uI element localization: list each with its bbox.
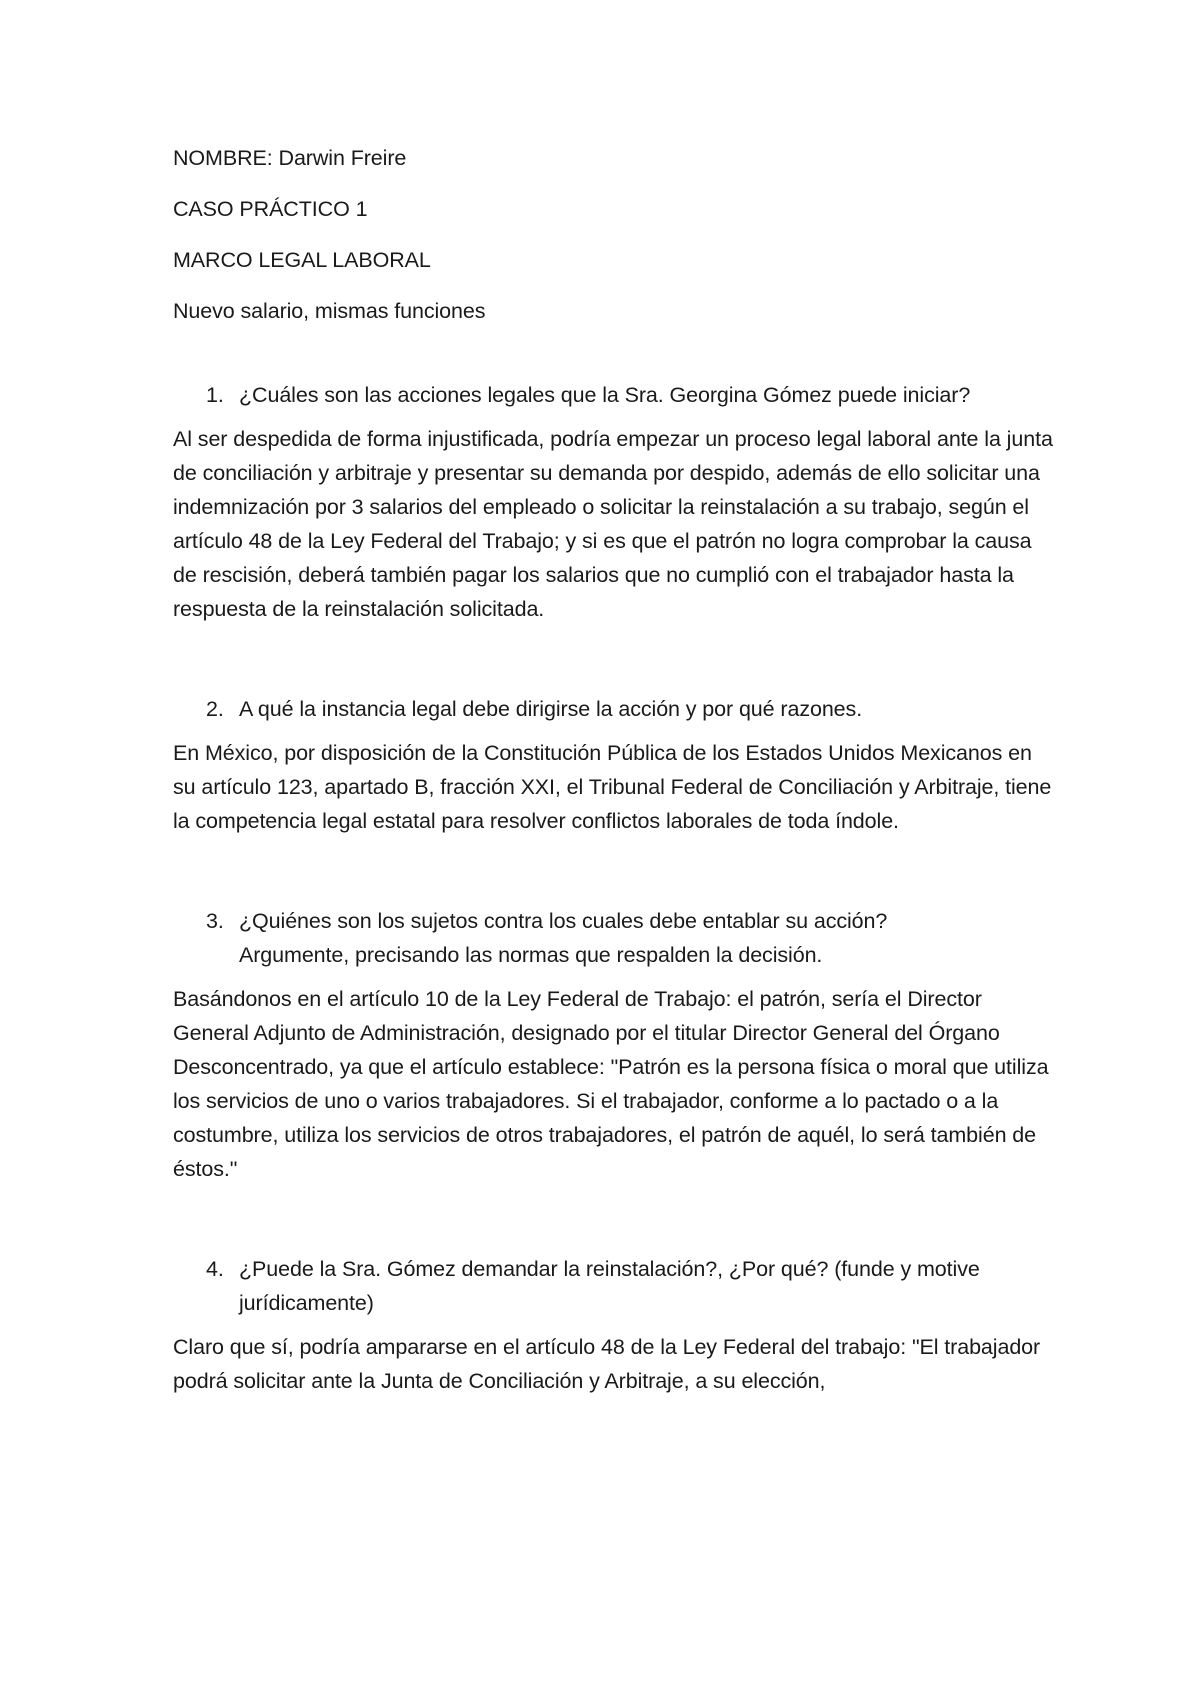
question-text: A qué la instancia legal debe dirigirse la acción y por qué razones. [239, 697, 863, 721]
question-3 [173, 904, 1053, 972]
question-text: ¿Puede la Sra. Gómez demandar la reinstalación?, ¿Por qué? (funde y motive jurídicamente) [239, 1257, 980, 1315]
question-1 [173, 378, 1053, 412]
question-2 [173, 692, 1053, 726]
question-text: ¿Cuáles son las acciones legales que la Sra. Georgina Gómez puede iniciar? [239, 383, 971, 407]
case-title: CASO PRÁCTICO 1 [173, 197, 368, 221]
answer-2: En México, por disposición de la Constitución Pública de los Estados Unidos Mexicanos en su artículo 123, apartado B, fracción XXI, el Tribunal Federal de Conciliación y Arbitraje, tiene la competencia legal estatal para resolver conflictos laborales de toda índole. [173, 741, 1052, 833]
question-number: 2. [206, 697, 224, 721]
question-4 [173, 1252, 1053, 1320]
answer-3: Basándonos en el artículo 10 de la Ley Federal de Trabajo: el patrón, sería el Director General Adjunto de Administración, designado por el titular Director General del Órgano Desconcentrado, ya que el artículo establece: "Patrón es la persona física o moral que utiliza los servicios de uno o varios trabajadores. Si el trabajador, conforme a lo pactado o a la costumbre, utiliza los servicios de otros trabajadores, el patrón de aquél, lo será también de éstos." [173, 987, 1049, 1181]
case-name: Nuevo salario, mismas funciones [173, 299, 486, 323]
student-name: NOMBRE: Darwin Freire [173, 146, 407, 170]
document-body [173, 141, 1053, 1398]
subject-title: MARCO LEGAL LABORAL [173, 248, 431, 272]
answer-4: Claro que sí, podría ampararse en el artículo 48 de la Ley Federal del trabajo: "El trabajador podrá solicitar ante la Junta de Conciliación y Arbitraje, a su elección, [173, 1335, 1041, 1393]
question-number: 1. [206, 383, 224, 407]
question-text: ¿Quiénes son los sujetos contra los cuales debe entablar su acción? Argumente, precisando las normas que respalden la decisión. [239, 909, 888, 967]
answer-1: Al ser despedida de forma injustificada, podría empezar un proceso legal laboral ante la junta de conciliación y arbitraje y presentar su demanda por despido, además de ello solicitar una indemnización por 3 salarios del empleado o solicitar la reinstalación a su trabajo, según el artículo 48 de la Ley Federal del Trabajo; y si es que el patrón no logra comprobar la causa de rescisión, deberá también pagar los salarios que no cumplió con el trabajador hasta la respuesta de la reinstalación solicitada. [173, 427, 1053, 621]
question-number: 4. [206, 1257, 224, 1281]
question-number: 3. [206, 909, 224, 933]
